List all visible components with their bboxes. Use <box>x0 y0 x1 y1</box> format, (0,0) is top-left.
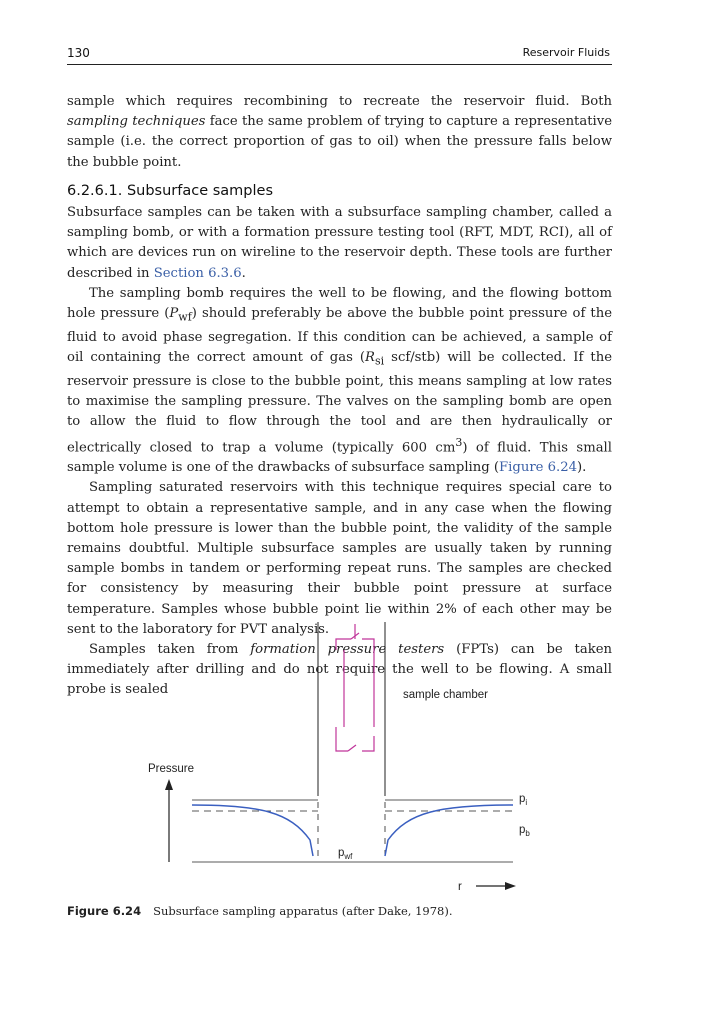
text-span: (FPTs) can be taken immediately after drilling and do not require the well to be flowing. A small probe is sealed <box>67 641 612 698</box>
text-span: . <box>241 265 246 281</box>
subscript: wf <box>178 310 192 324</box>
paragraph-intro <box>67 92 612 173</box>
section-link[interactable]: Section 6.3.6 <box>153 265 242 281</box>
pressure-axis-label: Pressure <box>148 763 195 775</box>
pressure-curve-left <box>192 805 313 856</box>
subsurface-sampling-diagram <box>140 622 530 902</box>
superscript: 3 <box>455 435 463 449</box>
figure-caption-text: Subsurface sampling apparatus (after Dake, 1978). <box>153 904 453 918</box>
emphasis-term: formation pressure testers <box>250 641 445 657</box>
running-title: Reservoir Fluids <box>522 46 610 59</box>
figure-6-24 <box>140 622 530 902</box>
section-heading: 6.2.6.1. Subsurface samples <box>67 183 274 199</box>
figure-caption-label: Figure 6.24 <box>67 904 142 918</box>
text-span: sample which requires recombining to recreate the reservoir fluid. Both <box>67 94 612 109</box>
r-axis-arrowhead <box>505 882 516 890</box>
sample-chamber-label: sample chamber <box>403 689 489 701</box>
page-number: 130 <box>67 46 90 60</box>
pressure-curve-right <box>385 805 513 856</box>
text-span: face the same problem of trying to capture a representative sample (i.e. the correct proportion of gas to oil) when the pressure falls below the bubble point. <box>67 114 612 170</box>
text-span: Subsurface samples can be taken with a subsurface sampling chamber, called a sampling bomb, or with a formation pressure testing tool (RFT, MDT, RCI), all of which are devices run on wireline to the reservoir depth. These tools are further described in <box>67 205 612 281</box>
r-axis-label: r <box>458 881 462 893</box>
symbol: P <box>169 306 179 322</box>
figure-link[interactable]: Figure 6.24 <box>499 460 577 476</box>
text-span: The sampling bomb requires the well to be flowing, and the flowing bottom hole pressure ( <box>67 285 612 322</box>
pwf-label: $p_{wf}$ <box>338 847 353 861</box>
page-header <box>67 44 612 65</box>
paragraph-1 <box>67 203 612 284</box>
text-span: Samples taken from <box>89 641 251 657</box>
text-span: ) should preferably be above the bubble point pressure of the fluid to avoid phase segregation. If this condition can be achieved, a sample of oil containing the correct amount of gas ( <box>67 306 613 366</box>
pressure-axis-arrowhead <box>165 779 173 790</box>
text-span: scf/stb) will be collected. If the reservoir pressure is close to the bubble point, this means sampling at low rates to maximise the sampling pressure. The valves on the sampling bomb are open to allow the fluid to flow through the tool and are then hydraulically or electrically closed to trap a volume (typically 600 cm <box>67 350 612 455</box>
paragraph-3: Sampling saturated reservoirs with this technique requires special care to attempt to obtain a representative sample, and in any case when the flowing bottom hole pressure is lower than the bubble point, the validity of the sample remains doubtful. Multiple subsurface samples are usually taken by running sample bombs in tandem or performing repeat runs. The samples are checked for consistency by measuring their bubble point pressure at surface temperature. Samples whose bubble point lie within 2% of each other may be sent to the laboratory for PVT analysis. <box>67 480 612 637</box>
symbol: R <box>365 350 375 366</box>
emphasis-term: sampling techniques <box>67 114 206 130</box>
figure-caption <box>67 904 612 918</box>
text-span: ) of fluid. This small sample volume is one of the drawbacks of subsurface sampling ( <box>67 439 612 476</box>
sample-chamber <box>336 624 374 751</box>
pi-label: $p_i$ <box>519 793 528 807</box>
subscript: si <box>374 354 385 368</box>
paragraph-2 <box>67 284 612 479</box>
pb-label: $p_b$ <box>519 824 530 838</box>
text-span: ). <box>577 460 587 476</box>
